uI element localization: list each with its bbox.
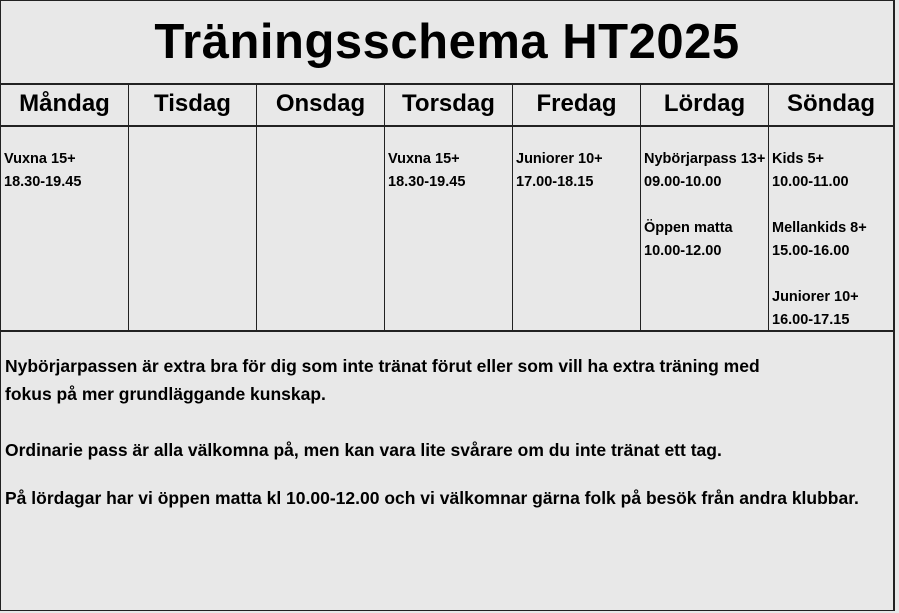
session-entry <box>644 148 768 194</box>
day-column-sondag <box>769 125 893 330</box>
day-header-lordag: Lördag <box>641 83 769 125</box>
session-entry <box>644 217 768 263</box>
session-time: 10.00-11.00 <box>772 174 849 190</box>
note-saturday: På lördagar har vi öppen matta kl 10.00-12.00 och vi välkomnar gärna folk på besök från andra klubbar. <box>5 488 859 508</box>
session-name: Vuxna 15+ <box>4 151 76 167</box>
note-line: Nybörjarpassen är extra bra för dig som inte tränat förut eller som vill ha extra träning med <box>5 356 760 376</box>
day-header-torsdag: Torsdag <box>385 83 513 125</box>
session-time: 16.00-17.15 <box>772 312 850 328</box>
session-name: Vuxna 15+ <box>388 151 460 167</box>
day-column-lordag <box>641 125 769 330</box>
day-column-mandag <box>1 125 129 330</box>
session-time: 09.00-10.00 <box>644 174 722 190</box>
day-header-onsdag: Onsdag <box>257 83 385 125</box>
session-time: 18.30-19.45 <box>4 174 82 190</box>
note-line: fokus på mer grundläggande kunskap. <box>5 384 326 404</box>
session-name: Mellankids 8+ <box>772 220 867 236</box>
session-entry <box>772 286 893 332</box>
day-header-mandag: Måndag <box>1 83 129 125</box>
session-name: Nybörjarpass 13+ <box>644 151 766 167</box>
note-ordinary: Ordinarie pass är alla välkomna på, men kan vara lite svårare om du inte tränat ett tag. <box>5 440 722 460</box>
session-entry <box>772 148 893 194</box>
session-name: Juniorer 10+ <box>516 151 603 167</box>
page-title: Träningsschema HT2025 <box>1 1 893 85</box>
session-entry <box>4 148 128 194</box>
session-entry <box>516 148 640 194</box>
weekday-header-row <box>1 83 893 127</box>
day-header-fredag: Fredag <box>513 83 641 125</box>
session-time: 17.00-18.15 <box>516 174 594 190</box>
notes-section <box>5 352 893 540</box>
day-column-torsdag <box>385 125 513 330</box>
day-column-fredag <box>513 125 641 330</box>
day-column-tisdag <box>129 125 257 330</box>
session-time: 18.30-19.45 <box>388 174 466 190</box>
day-header-tisdag: Tisdag <box>129 83 257 125</box>
session-time: 10.00-12.00 <box>644 243 722 259</box>
session-name: Öppen matta <box>644 220 733 236</box>
session-entry <box>388 148 512 194</box>
schedule-grid <box>1 125 893 332</box>
day-header-sondag: Söndag <box>787 90 875 117</box>
day-column-onsdag <box>257 125 385 330</box>
session-name: Juniorer 10+ <box>772 289 859 305</box>
note-beginner <box>5 352 893 408</box>
session-entry <box>772 217 893 263</box>
session-time: 15.00-16.00 <box>772 243 850 259</box>
session-name: Kids 5+ <box>772 151 824 167</box>
